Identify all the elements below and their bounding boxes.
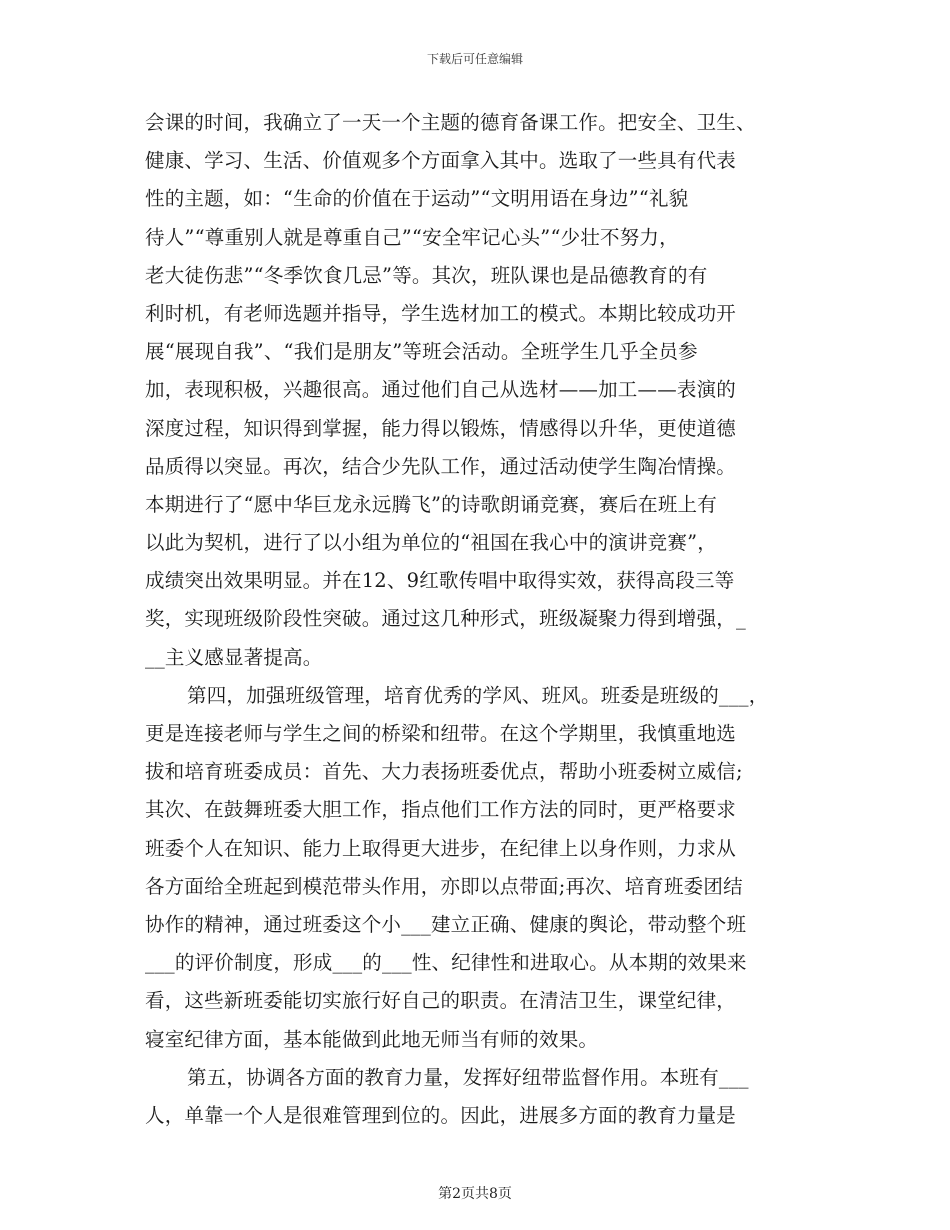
text-line: 老大徒伤悲”“冬季饮食几忌”等。其次，班队课也是品德教育的有 xyxy=(145,263,708,287)
paragraph-start-line: 第四，加强班级管理，培育优秀的学风、班风。班委是班级的___， xyxy=(187,683,769,707)
text-line: 健康、学习、生活、价值观多个方面拿入其中。选取了一些具有代表 xyxy=(145,149,737,173)
text-line: 更是连接老师与学生之间的桥梁和纽带。在这个学期里，我慎重地选 xyxy=(145,722,737,745)
text-line: 成绩突出效果明显。并在12、9红歌传唱中取得实效，获得高段三等 xyxy=(145,569,735,593)
text-line: 加，表现积极，兴趣很高。通过他们自己从选材——加工——表演的 xyxy=(145,378,737,402)
text-line: 人，单靠一个人是很难管理到位的。因此，进展多方面的教育力量是 xyxy=(145,1103,737,1127)
text-line: 待人”“尊重别人就是尊重自己”“安全牢记心头”“少壮不努力， xyxy=(145,225,679,249)
paragraph-start-line: 第五，协调各方面的教育力量，发挥好纽带监督作用。本班有___ xyxy=(187,1065,749,1089)
text-line: 寝室纪律方面，基本能做到此地无师当有师的效果。 xyxy=(145,1027,599,1051)
text-line: 本期进行了“愿中华巨龙永远腾飞”的诗歌朗诵竞赛，赛后在班上有 xyxy=(145,492,717,516)
text-line: 品质得以突显。再次，结合少先队工作，通过活动使学生陶冶情操。 xyxy=(145,454,737,478)
text-line: 性的主题，如：“生命的价值在于运动”“文明用语在身边”“礼貌 xyxy=(145,187,689,211)
page-footer: 第2页共8页 xyxy=(438,1186,512,1202)
text-line: __主义感显著提高。 xyxy=(145,645,323,669)
text-line: 利时机，有老师选题并指导，学生选材加工的模式。本期比较成功开 xyxy=(145,301,737,325)
text-line: 深度过程，知识得到掌握，能力得以锻炼，情感得以升华，更使道德 xyxy=(145,416,737,440)
text-line: 各方面给全班起到模范带头作用，亦即以点带面;再次、培育班委团结 xyxy=(145,874,743,898)
text-line: 以此为契机，进行了以小组为单位的“祖国在我心中的演讲竞赛”， xyxy=(145,531,717,555)
text-line: 会课的时间，我确立了一天一个主题的德育备课工作。把安全、卫生、 xyxy=(145,111,756,134)
text-line: 其次、在鼓舞班委大胆工作，指点他们工作方法的同时，更严格要求 xyxy=(145,798,737,822)
text-line: ___的评价制度，形成___的___性、纪律性和进取心。从本期的效果来 xyxy=(145,951,747,975)
page-header: 下载后可任意编辑 xyxy=(426,52,523,66)
text-line: 班委个人在知识、能力上取得更大进步，在纪律上以身作则，力求从 xyxy=(145,836,737,860)
document-body xyxy=(145,104,810,1135)
text-line: 看，这些新班委能切实旅行好自己的职责。在清洁卫生，课堂纪律， xyxy=(145,989,737,1013)
text-line: 拔和培育班委成员：首先、大力表扬班委优点，帮助小班委树立威信; xyxy=(145,760,743,784)
text-line: 展“展现自我”、“我们是朋友”等班会活动。全班学生几乎全员参 xyxy=(145,340,698,364)
text-line: 奖，实现班级阶段性突破。通过这几种形式，班级凝聚力得到增强，_ xyxy=(145,607,746,631)
text-line: 协作的精神，通过班委这个小___建立正确、健康的舆论，带动整个班 xyxy=(145,912,747,936)
